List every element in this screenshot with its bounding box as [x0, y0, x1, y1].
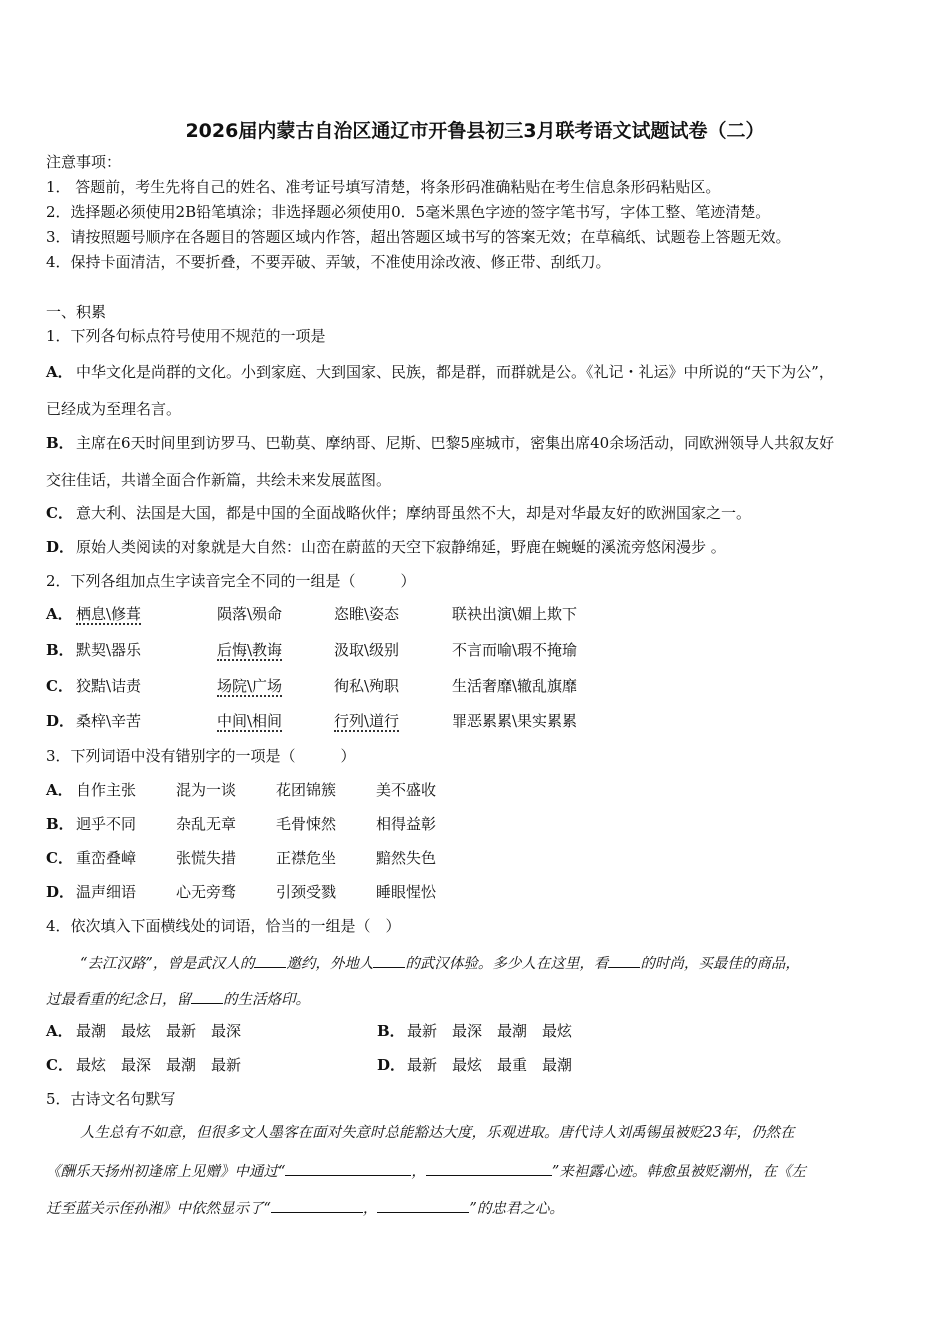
q3-word: 张慌失措 [176, 849, 237, 867]
passage-text: 邀约，外地人 [286, 956, 374, 972]
q4-passage-line [80, 951, 800, 974]
dotted-word: 中间\相间 [217, 712, 283, 730]
q2-word [217, 676, 282, 696]
fill-blank [608, 951, 640, 968]
q2-word: 汲取\级别 [334, 641, 400, 659]
q4-option-d [377, 1055, 572, 1075]
q3-label-a: A． [46, 781, 73, 799]
q2-word [334, 711, 399, 731]
fill-blank [373, 951, 405, 968]
passage-text: 《酬乐天扬州初逢席上见赠》中通过“ [46, 1164, 286, 1180]
q2-label-b: B． [46, 641, 74, 659]
option-label: C． [46, 504, 73, 522]
notice-item: 2．选择题必须使用2B铅笔填涂；非选择题必须使用0．5毫米黑色字迹的签字笔书写，字体工整、笔迹清楚。 [46, 203, 771, 221]
fill-blank [377, 1196, 469, 1213]
option-label: A． [46, 363, 73, 381]
q1-option-c [46, 503, 751, 523]
question-5-stem: 5．古诗文名句默写 [46, 1090, 176, 1108]
option-text: 意大利、法国是大国，都是中国的全面战略伙伴；摩纳哥虽然不大，却是对华最友好的欧洲国家之一。 [76, 504, 752, 522]
q4-option-c [46, 1055, 241, 1075]
passage-text: ， [362, 1201, 378, 1217]
q3-label-b: B． [46, 815, 74, 833]
q1-option-a-cont: 已经成为至理名言。 [46, 400, 182, 418]
q3-word: 黯然失色 [376, 849, 437, 867]
q3-word: 毛骨悚然 [276, 815, 337, 833]
q2-label-a: A． [46, 605, 73, 623]
option-text: 最新 最深 最潮 最炫 [407, 1022, 573, 1040]
q2-word: 生活奢靡\辙乱旗靡 [452, 677, 578, 695]
question-3-stem: 3．下列词语中没有错别字的一项是（ ） [46, 747, 356, 765]
q3-word: 相得益彰 [376, 815, 437, 833]
passage-text: 过最看重的纪念日，留 [46, 992, 191, 1008]
q2-word [76, 604, 141, 624]
option-label: D． [46, 538, 75, 556]
fill-blank [191, 987, 223, 1004]
q3-word: 正襟危坐 [276, 849, 337, 867]
notice-heading: 注意事项： [46, 153, 122, 171]
option-text: 最潮 最炫 最新 最深 [76, 1022, 242, 1040]
passage-text: 的武汉体验。多少人在这里，看 [405, 956, 609, 972]
q3-word: 引颈受戮 [276, 883, 337, 901]
dotted-word: 后悔\教诲 [217, 641, 283, 659]
q3-word: 心无旁骛 [176, 883, 237, 901]
q1-option-a [46, 362, 834, 382]
notice-item: 3．请按照题号顺序在各题目的答题区域内作答，超出答题区域书写的答案无效；在草稿纸、试题卷上答题无效。 [46, 228, 791, 246]
q3-word: 重峦叠嶂 [76, 849, 137, 867]
question-4-stem: 4．依次填入下面横线处的词语，恰当的一组是（ ） [46, 917, 401, 935]
option-text: 最炫 最深 最潮 最新 [76, 1056, 242, 1074]
option-text: 原始人类阅读的对象就是大自然：山峦在蔚蓝的天空下寂静绵延，野鹿在蜿蜒的溪流旁悠闲漫步 。 [76, 538, 726, 556]
q5-passage-line [46, 1159, 806, 1182]
dotted-word: 栖息\修葺 [76, 605, 142, 623]
q2-label-d: D． [46, 712, 75, 730]
option-label: D． [377, 1056, 406, 1074]
option-text: 主席在6天时间里到访罗马、巴勒莫、摩纳哥、尼斯、巴黎5座城市，密集出席40余场活动，同欧洲领导人共叙友好 [76, 434, 835, 452]
q2-word: 桑梓\辛苦 [76, 712, 142, 730]
dotted-word: 场院\广场 [217, 677, 283, 695]
question-2-stem: 2．下列各组加点生字读音完全不同的一组是（ ） [46, 572, 416, 590]
q2-word: 狡黠\诘责 [76, 677, 142, 695]
passage-text: ， [411, 1164, 426, 1180]
q4-option-b [377, 1021, 572, 1041]
q3-label-c: C． [46, 849, 73, 867]
q5-passage-line: 人生总有不如意，但很多文人墨客在面对失意时总能豁达大度，乐观进取。唐代诗人刘禹锡虽被贬23年，仍然在 [80, 1125, 795, 1141]
q2-word [217, 711, 282, 731]
dotted-word: 行列\道行 [334, 712, 400, 730]
q3-word: 混为一谈 [176, 781, 237, 799]
q5-passage-line [46, 1196, 564, 1219]
fill-blank [254, 951, 286, 968]
q2-word: 陨落\殒命 [217, 605, 283, 623]
q2-label-c: C． [46, 677, 73, 695]
q3-word: 温声细语 [76, 883, 137, 901]
passage-text: 的时尚，买最佳的商品， [640, 956, 800, 972]
q2-word: 罪恶累累\果实累累 [452, 712, 578, 730]
option-label: C． [46, 1056, 73, 1074]
q3-word: 睡眼惺忪 [376, 883, 437, 901]
q2-word: 默契\器乐 [76, 641, 142, 659]
q4-passage-line [46, 987, 310, 1010]
q1-option-b-cont: 交往佳话，共谱全面合作新篇，共绘未来发展蓝图。 [46, 471, 392, 489]
notice-item: 1． 答题前，考生先将自己的姓名、准考证号填写清楚，将条形码准确粘贴在考生信息条形码粘贴区。 [46, 178, 721, 196]
q2-word: 联袂出演\媚上欺下 [452, 605, 578, 623]
q2-word: 不言而喻\瑕不掩瑜 [452, 641, 578, 659]
option-text: 最新 最炫 最重 最潮 [407, 1056, 573, 1074]
fill-blank [426, 1159, 552, 1176]
q3-label-d: D． [46, 883, 75, 901]
passage-text: 迁至蓝关示侄孙湘》中依然显示了“ [46, 1201, 271, 1217]
q1-option-b [46, 433, 834, 453]
section-heading: 一、积累 [46, 303, 107, 321]
q3-word: 迥乎不同 [76, 815, 137, 833]
q3-word: 杂乱无章 [176, 815, 237, 833]
q2-word: 徇私\殉职 [334, 677, 400, 695]
question-1-stem: 1．下列各句标点符号使用不规范的一项是 [46, 327, 326, 345]
passage-text: “去江汉路”，曾是武汉人的 [80, 956, 255, 972]
notice-item: 4．保持卡面清洁，不要折叠，不要弄破、弄皱，不准使用涂改液、修正带、刮纸刀。 [46, 253, 611, 271]
passage-text: ”来袒露心迹。韩愈虽被贬潮州，在《左 [551, 1164, 806, 1180]
q3-word: 花团锦簇 [276, 781, 337, 799]
q1-option-d [46, 537, 726, 557]
fill-blank [285, 1159, 411, 1176]
page-title: 2026届内蒙古自治区通辽市开鲁县初三3月联考语文试题试卷（二） [185, 120, 765, 142]
q3-word: 美不盛收 [376, 781, 437, 799]
q2-word: 恣睢\姿态 [334, 605, 400, 623]
option-label: B． [377, 1022, 405, 1040]
option-label: A． [46, 1022, 73, 1040]
option-text: 中华文化是尚群的文化。小到家庭、大到国家、民族，都是群，而群就是公。《礼记・礼运》中所说的“天下为公”， [76, 363, 834, 381]
passage-text: 的生活烙印。 [223, 992, 310, 1008]
q3-word: 自作主张 [76, 781, 137, 799]
q4-option-a [46, 1021, 241, 1041]
passage-text: ”的忠君之心。 [469, 1201, 564, 1217]
option-label: B． [46, 434, 74, 452]
q2-word [217, 640, 282, 660]
fill-blank [271, 1196, 363, 1213]
